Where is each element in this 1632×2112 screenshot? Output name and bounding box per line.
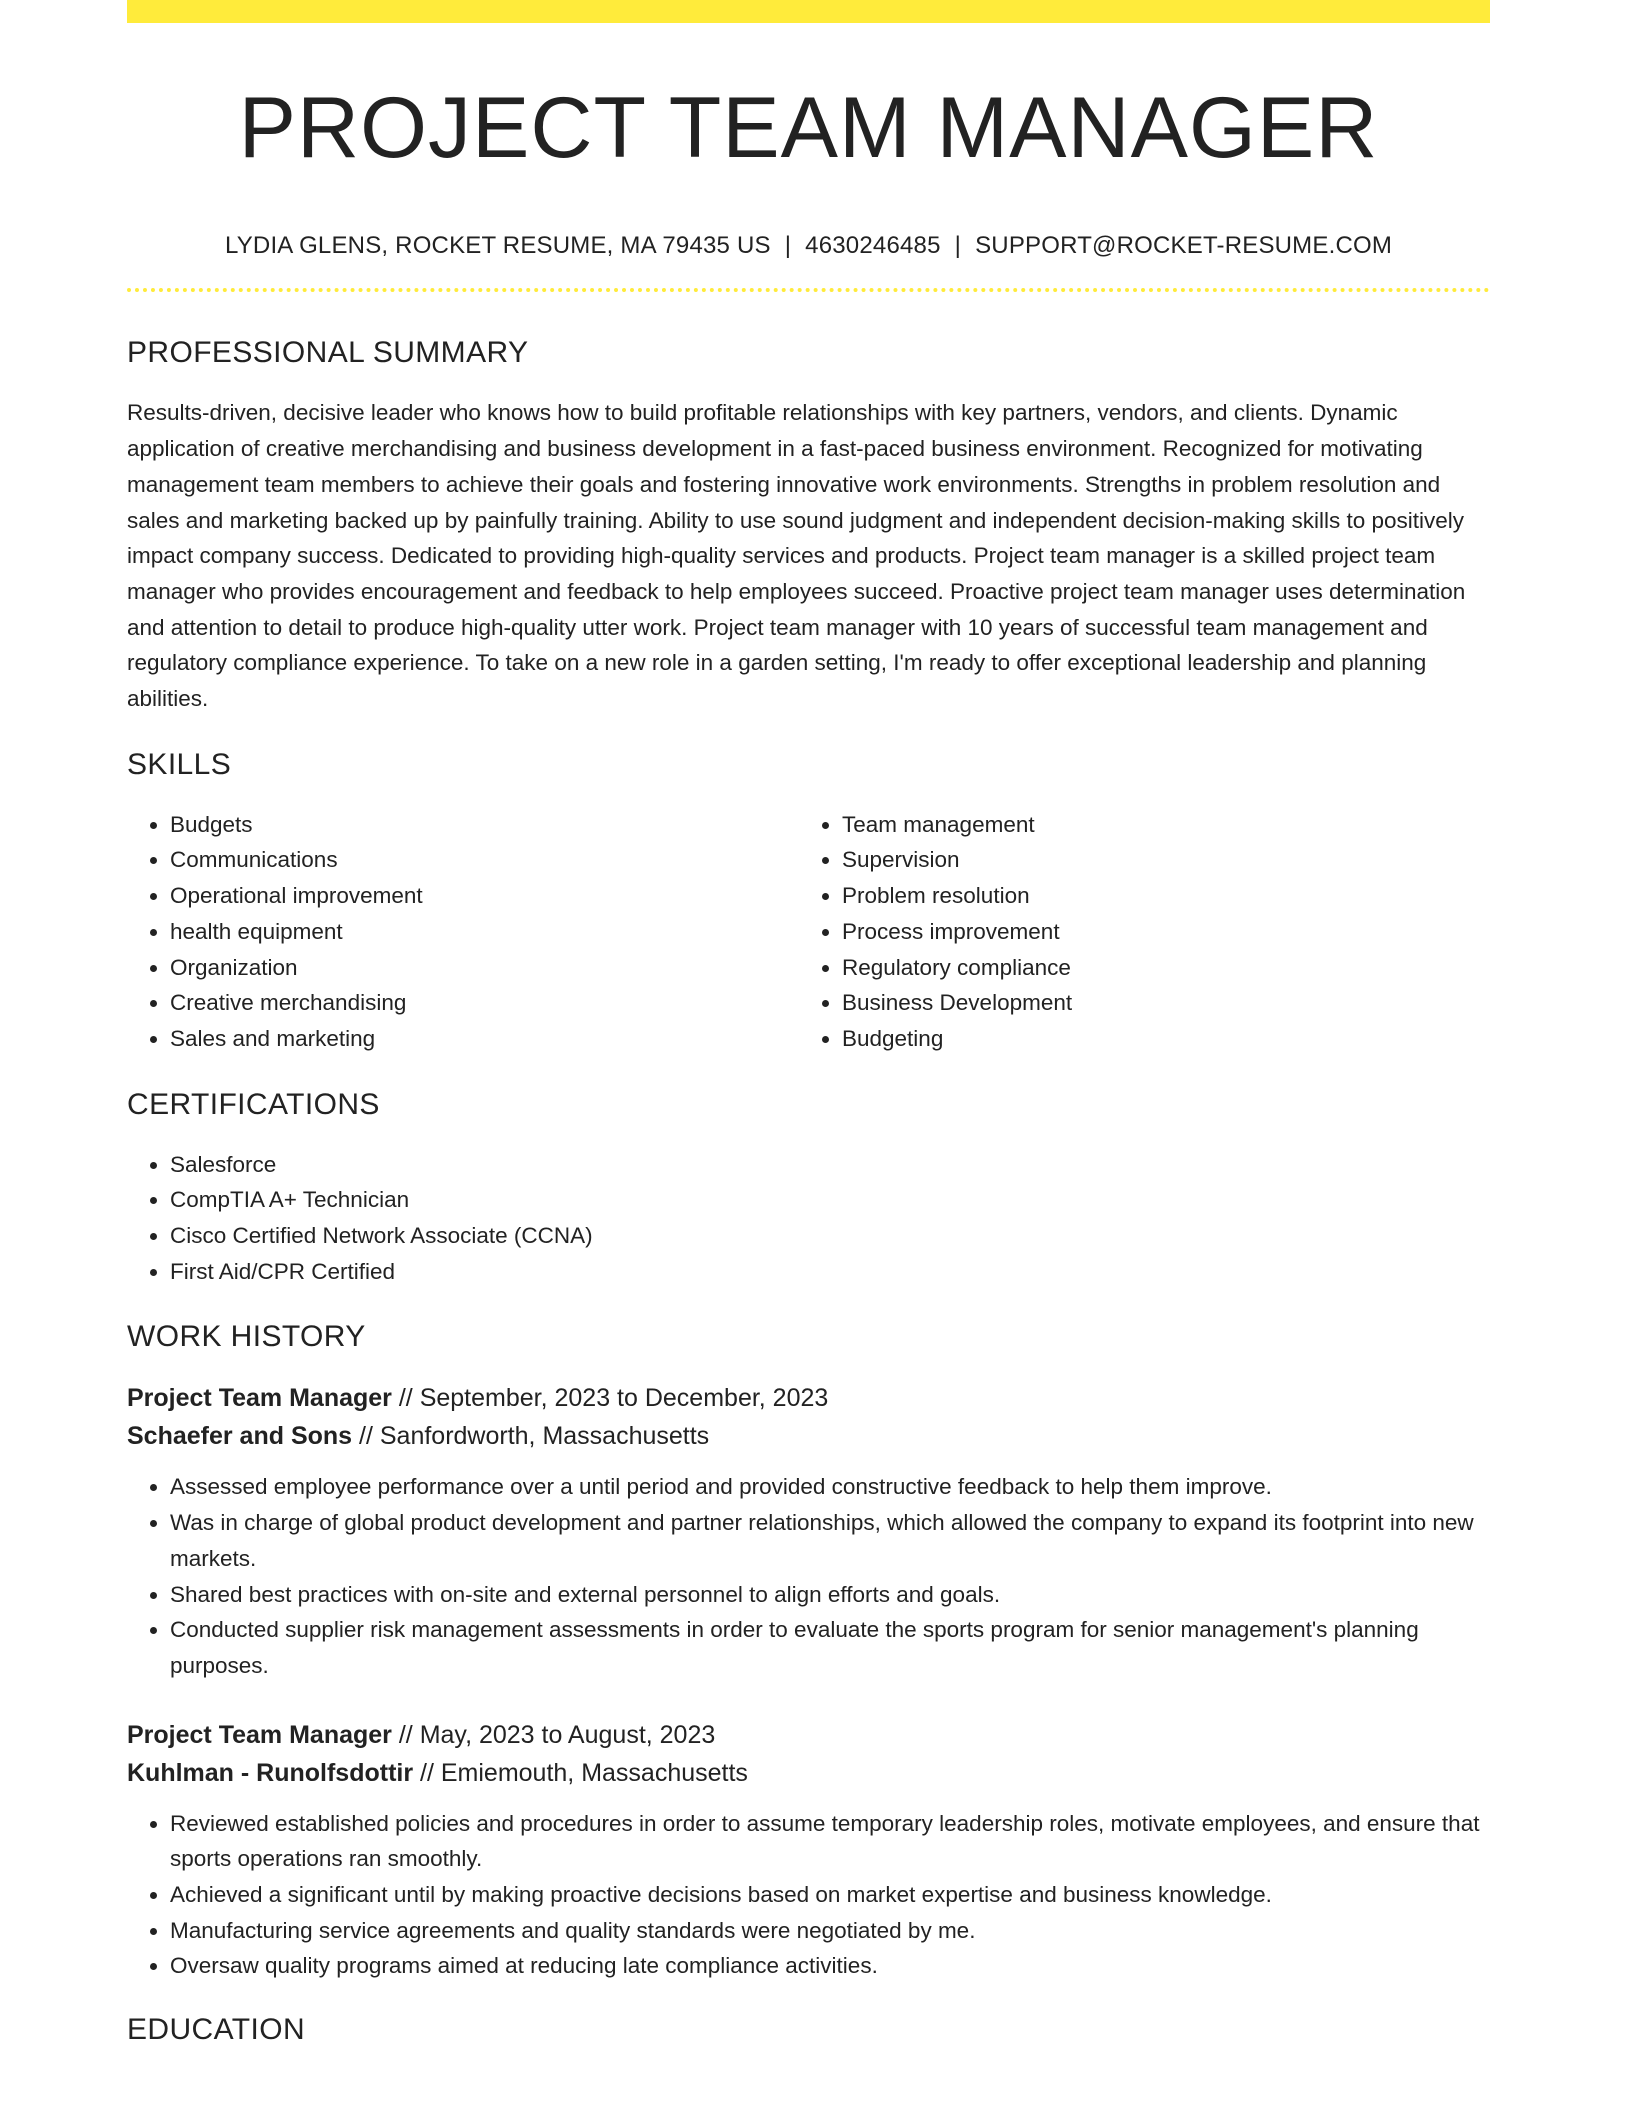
job-role: Project Team Manager xyxy=(127,1720,392,1749)
skill-item: • health equipment xyxy=(170,914,799,950)
job-entry xyxy=(127,1716,1490,1985)
job-location: // Emiemouth, Massachusetts xyxy=(413,1758,748,1787)
skill-item: • Budgets xyxy=(170,807,799,843)
job-bullet: • Conducted supplier risk management assessments in order to evaluate the sports program for senior management's planning purposes. xyxy=(170,1612,1490,1683)
skill-item: • Supervision xyxy=(842,842,1471,878)
skill-item: • Operational improvement xyxy=(170,878,799,914)
resume-content xyxy=(127,23,1490,2048)
job-bullets xyxy=(127,1469,1490,1683)
job-bullets xyxy=(127,1806,1490,1985)
contact-email: SUPPORT@ROCKET-RESUME.COM xyxy=(975,231,1393,259)
job-role-line xyxy=(127,1379,1490,1417)
contact-address: LYDIA GLENS, ROCKET RESUME, MA 79435 US xyxy=(224,231,771,259)
work-history-heading: WORK HISTORY xyxy=(127,1320,366,1354)
skill-item: • Business Development xyxy=(842,985,1471,1021)
job-bullet: • Achieved a significant until by making proactive decisions based on market expertise and business knowledge. xyxy=(170,1877,1490,1913)
skill-item: • Creative merchandising xyxy=(170,985,799,1021)
job-company-line xyxy=(127,1754,1490,1792)
contact-separator: | xyxy=(954,231,962,259)
top-accent-bar xyxy=(127,0,1490,23)
dotted-divider xyxy=(127,288,1490,292)
skill-item: • Organization xyxy=(170,950,799,986)
job-bullet: • Reviewed established policies and procedures in order to assume temporary leadership roles, motivate employees, and ensure that sports operations ran smoothly. xyxy=(170,1806,1490,1877)
skills-list-right xyxy=(799,807,1471,1057)
job-role: Project Team Manager xyxy=(127,1384,392,1413)
skill-item: • Regulatory compliance xyxy=(842,950,1471,986)
skill-item: • Communications xyxy=(170,842,799,878)
job-bullet: • Manufacturing service agreements and quality standards were negotiated by me. xyxy=(170,1913,1490,1949)
certification-item: • First Aid/CPR Certified xyxy=(170,1254,1490,1290)
resume-title: PROJECT TEAM MANAGER xyxy=(238,80,1379,176)
certification-item: • CompTIA A+ Technician xyxy=(170,1182,1490,1218)
skill-item: • Process improvement xyxy=(842,914,1471,950)
job-company: Schaefer and Sons xyxy=(127,1422,353,1451)
skills-heading: SKILLS xyxy=(127,747,232,781)
job-bullet: • Oversaw quality programs aimed at reducing late compliance activities. xyxy=(170,1948,1490,1984)
job-bullet: • Shared best practices with on-site and external personnel to align efforts and goals. xyxy=(170,1577,1490,1613)
skill-item: • Team management xyxy=(842,807,1471,843)
job-entry xyxy=(127,1379,1490,1683)
skill-item: • Problem resolution xyxy=(842,878,1471,914)
summary-text: Results-driven, decisive leader who knows how to build profitable relationships with key partners, vendors, and clients. Dynamic application of creative merchandising and business development in a fast-paced business environment. Recognized for motivating management team members to achieve their goals and fostering innovative work environments. Strengths in problem resolution and sales and marketing backed up by painfully training. Ability to use sound judgment and independent decision-making skills to positively impact company success. Dedicated to providing high-quality services and products. Project team manager is a skilled project team manager who provides encouragement and feedback to help employees succeed. Proactive project team manager uses determination and attention to detail to produce high-quality utter work. Project team manager with 10 years of successful team management and regulatory compliance experience. To take on a new role in a garden setting, I'm ready to offer exceptional leadership and planning abilities. xyxy=(127,400,1466,712)
education-heading: EDUCATION xyxy=(127,2013,306,2047)
skill-item: • Sales and marketing xyxy=(170,1021,799,1057)
certification-item: • Cisco Certified Network Associate (CCNA) xyxy=(170,1218,1490,1254)
job-company: Kuhlman - Runolfsdottir xyxy=(127,1758,414,1787)
job-dates: // September, 2023 to December, 2023 xyxy=(391,1384,829,1413)
contact-line xyxy=(127,232,1490,261)
contact-phone: 4630246485 xyxy=(805,231,941,259)
certification-item: • Salesforce xyxy=(170,1147,1490,1183)
job-role-line xyxy=(127,1716,1490,1754)
certifications-heading: CERTIFICATIONS xyxy=(127,1087,380,1121)
skill-item: • Budgeting xyxy=(842,1021,1471,1057)
contact-separator: | xyxy=(784,231,792,259)
summary-heading: PROFESSIONAL SUMMARY xyxy=(127,336,529,370)
job-bullet: • Assessed employee performance over a until period and provided constructive feedback to help them improve. xyxy=(170,1469,1490,1505)
skills-grid xyxy=(127,807,1490,1057)
job-dates: // May, 2023 to August, 2023 xyxy=(391,1720,716,1749)
job-bullet: • Was in charge of global product development and partner relationships, which allowed the company to expand its footprint into new markets. xyxy=(170,1505,1490,1576)
job-company-line xyxy=(127,1417,1490,1455)
skills-list-left xyxy=(127,807,799,1057)
job-location: // Sanfordworth, Massachusetts xyxy=(352,1422,710,1451)
certifications-list xyxy=(127,1147,1490,1290)
